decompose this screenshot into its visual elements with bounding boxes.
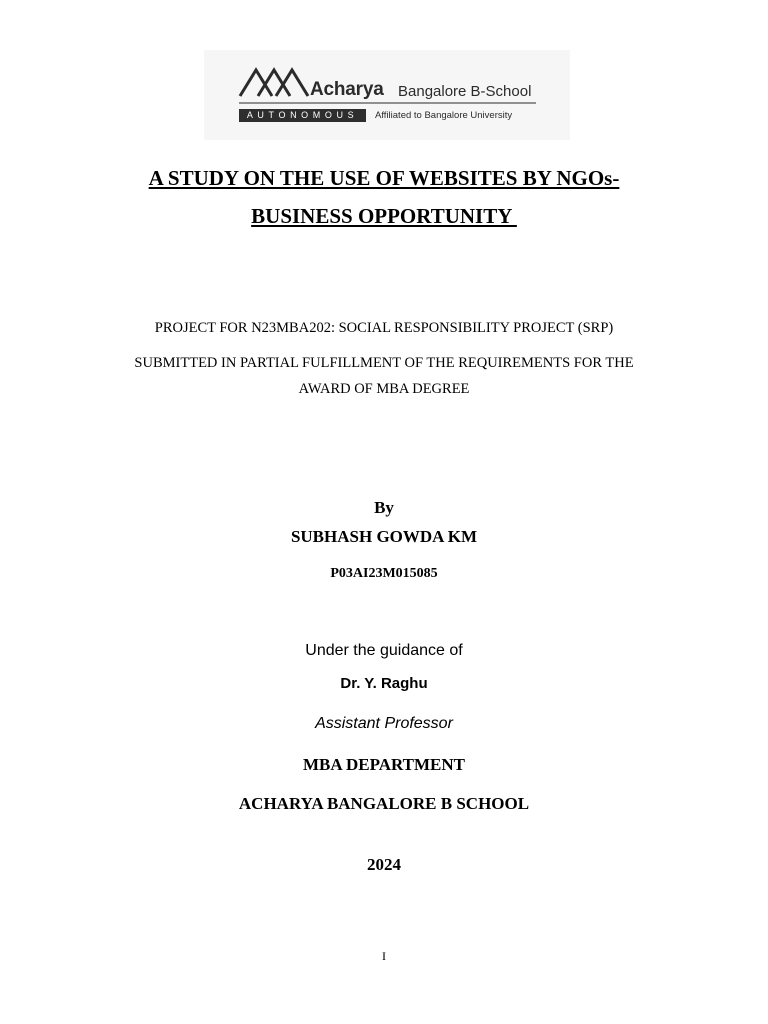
- by-label: By: [374, 498, 394, 517]
- report-title-line-1: A STUDY ON THE USE OF WEBSITES BY NGOs-: [148, 166, 620, 190]
- project-code-line: PROJECT FOR N23MBA202: SOCIAL RESPONSIBILITY PROJECT (SRP): [154, 320, 614, 336]
- report-title-line-2: BUSINESS OPPORTUNITY: [251, 204, 517, 228]
- submission-line-1: SUBMITTED IN PARTIAL FULFILLMENT OF THE REQUIREMENTS FOR THE: [134, 355, 634, 371]
- department-name: MBA DEPARTMENT: [302, 755, 465, 774]
- logo-subtitle: Bangalore B-School: [398, 83, 532, 100]
- author-name: SUBHASH GOWDA KM: [290, 527, 478, 546]
- school-name: ACHARYA BANGALORE B SCHOOL: [238, 794, 530, 813]
- guide-name: Dr. Y. Raghu: [340, 675, 428, 692]
- guide-designation: Assistant Professor: [315, 715, 453, 732]
- registration-number: P03AI23M015085: [330, 566, 438, 581]
- institution-logo: [204, 50, 570, 140]
- guidance-label: Under the guidance of: [305, 642, 463, 659]
- logo-name: Acharya: [310, 79, 384, 100]
- logo-affiliation: Affiliated to Bangalore University: [375, 110, 513, 121]
- page-number: I: [382, 949, 386, 963]
- logo-autonomous-band: AUTONOMOUS: [239, 109, 366, 122]
- submission-year: 2024: [367, 855, 401, 874]
- submission-line-2: AWARD OF MBA DEGREE: [298, 381, 470, 397]
